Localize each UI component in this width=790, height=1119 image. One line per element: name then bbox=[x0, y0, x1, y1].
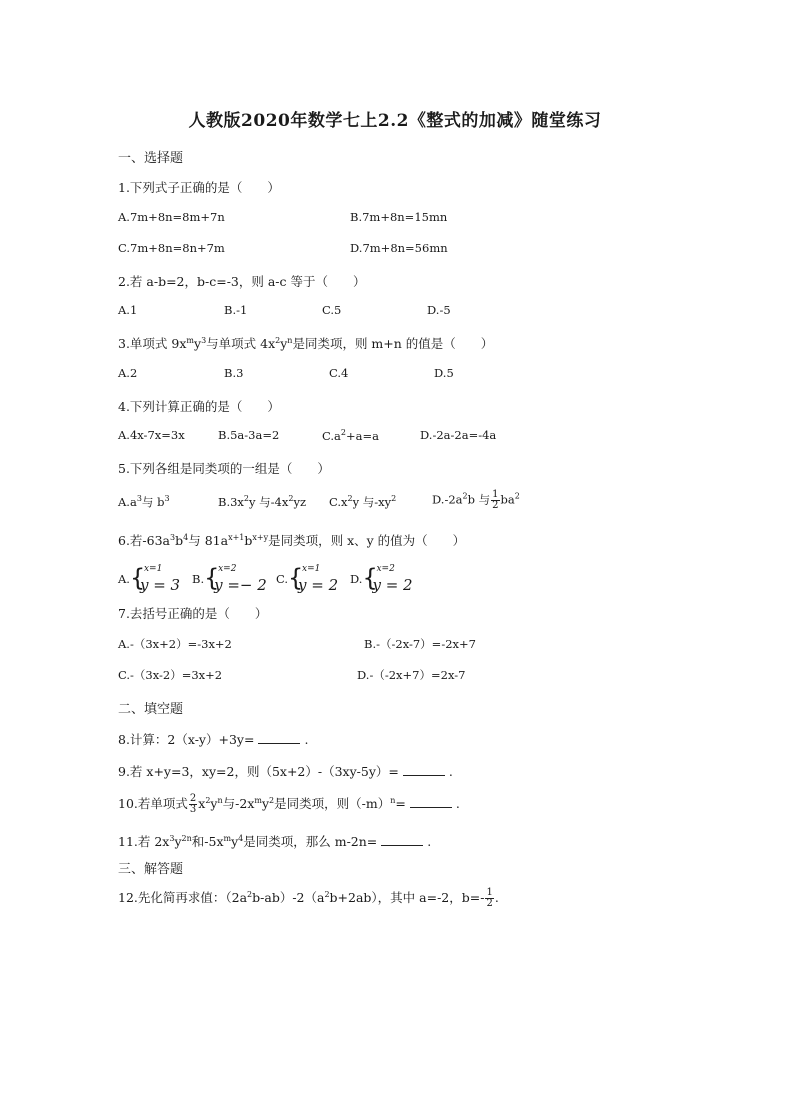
question-1-stem: 1.下列式子正确的是（ ） bbox=[118, 180, 280, 195]
question-1-option-c: C.7m+8n=8n+7m bbox=[118, 241, 225, 255]
question-5-option-a: $A.a^3$与 $b^3$ bbox=[118, 494, 170, 509]
fraction: $\frac{1}{2}$ bbox=[486, 887, 493, 909]
question-4-option-a: A.4x-7x=3x bbox=[118, 428, 185, 442]
question-5-option-d: $D.-2a^2b$ 与 $\frac{1}{2}$ $ba^2$ bbox=[432, 489, 520, 511]
section-heading-solve: 三、解答题 bbox=[118, 862, 184, 877]
answer-blank bbox=[258, 733, 300, 744]
question-9-stem: 9.若 x+y=3，xy=2，则（5x+2）-（3xy-5y）= . bbox=[118, 764, 453, 779]
question-2-option-a: A.1 bbox=[118, 303, 138, 317]
question-2-option-b: B.-1 bbox=[224, 303, 248, 317]
question-7-option-c: C.-（3x-2）=3x+2 bbox=[118, 668, 223, 682]
question-3-option-b: B.3 bbox=[224, 366, 244, 380]
question-7-option-b: B.-（-2x-7）=-2x+7 bbox=[364, 637, 476, 651]
question-7-stem: 7.去括号正确的是（ ） bbox=[118, 606, 268, 621]
question-3-stem: 3.单项式 $9x^my^3$与单项式 $4x^2y^n$是同类项，则 m+n 的值是（ ） bbox=[118, 336, 494, 351]
equation-system: { x=1 y = 2 bbox=[288, 564, 339, 594]
question-4-option-b: B.5a-3a=2 bbox=[218, 428, 280, 442]
question-2-option-d: D.-5 bbox=[427, 303, 451, 317]
document-title: 人教版2020年数学七上2.2《整式的加减》随堂练习 bbox=[188, 111, 602, 131]
question-1-option-a: A.7m+8n=8m+7n bbox=[118, 210, 225, 224]
question-3-option-a: A.2 bbox=[118, 366, 138, 380]
question-2-stem: 2.若 a-b=2，b-c=-3，则 a-c 等于（ ） bbox=[118, 274, 366, 289]
question-6-option-a: A. { x=1 y = 3 bbox=[118, 564, 181, 594]
section-heading-choice: 一、选择题 bbox=[118, 151, 184, 166]
question-3-option-c: C.4 bbox=[329, 366, 349, 380]
equation-system: { x=2 y = 2 bbox=[362, 564, 413, 594]
question-10-stem: 10.若单项式 $\frac{2}{3}$ $x^2y^n$与$-2x^my^2$是同类项，则$(-m)^n=$ . bbox=[118, 793, 460, 815]
question-3-option-d: D.5 bbox=[434, 366, 454, 380]
question-4-stem: 4.下列计算正确的是（ ） bbox=[118, 399, 280, 414]
question-12-stem: 12.先化简再求值：$(2a^2b-ab)-2(a^2b+2ab)$，其中 a=-2，b=- $\frac{1}{2}$ . bbox=[118, 887, 499, 909]
fraction: $\frac{2}{3}$ bbox=[189, 793, 197, 815]
question-2-option-c: C.5 bbox=[322, 303, 342, 317]
question-5-stem: 5.下列各组是同类项的一组是（ ） bbox=[118, 461, 330, 476]
question-4-option-c: $C.a^2+a=a$ bbox=[322, 428, 379, 443]
question-11-stem: 11.若 $2x^3y^{2n}$和$-5x^my^4$是同类项，那么 m-2n= . bbox=[118, 834, 432, 849]
question-6-option-d: D. { x=2 y = 2 bbox=[350, 564, 413, 594]
question-6-stem: 6.若$-63a^3b^4$与 $81a^{x+1}b^{x+y}$是同类项，则 x、y 的值为（ ） bbox=[118, 533, 466, 548]
equation-system: { x=2 y =− 2 bbox=[204, 564, 267, 594]
answer-blank bbox=[403, 765, 445, 776]
question-7-option-d: D.-（-2x+7）=2x-7 bbox=[357, 668, 466, 682]
question-1-option-b: B.7m+8n=15mn bbox=[350, 210, 448, 224]
fraction: $\frac{1}{2}$ bbox=[492, 489, 499, 511]
question-6-option-c: C. { x=1 y = 2 bbox=[276, 564, 339, 594]
question-1-option-d: D.7m+8n=56mn bbox=[350, 241, 448, 255]
question-7-option-a: A.-（3x+2）=-3x+2 bbox=[118, 637, 232, 651]
question-5-option-b: $B.3x^2y$ 与$-4x^2yz$ bbox=[218, 494, 307, 509]
question-6-option-b: B. { x=2 y =− 2 bbox=[192, 564, 267, 594]
answer-blank bbox=[410, 797, 452, 808]
answer-blank bbox=[381, 835, 423, 846]
question-8-stem: 8.计算：2（x-y）+3y= . bbox=[118, 732, 309, 747]
question-5-option-c: $C.x^2y$ 与$-xy^2$ bbox=[329, 494, 397, 509]
equation-system: { x=1 y = 3 bbox=[129, 564, 181, 594]
question-4-option-d: D.-2a-2a=-4a bbox=[420, 428, 497, 442]
section-heading-fill-in: 二、填空题 bbox=[118, 702, 184, 717]
